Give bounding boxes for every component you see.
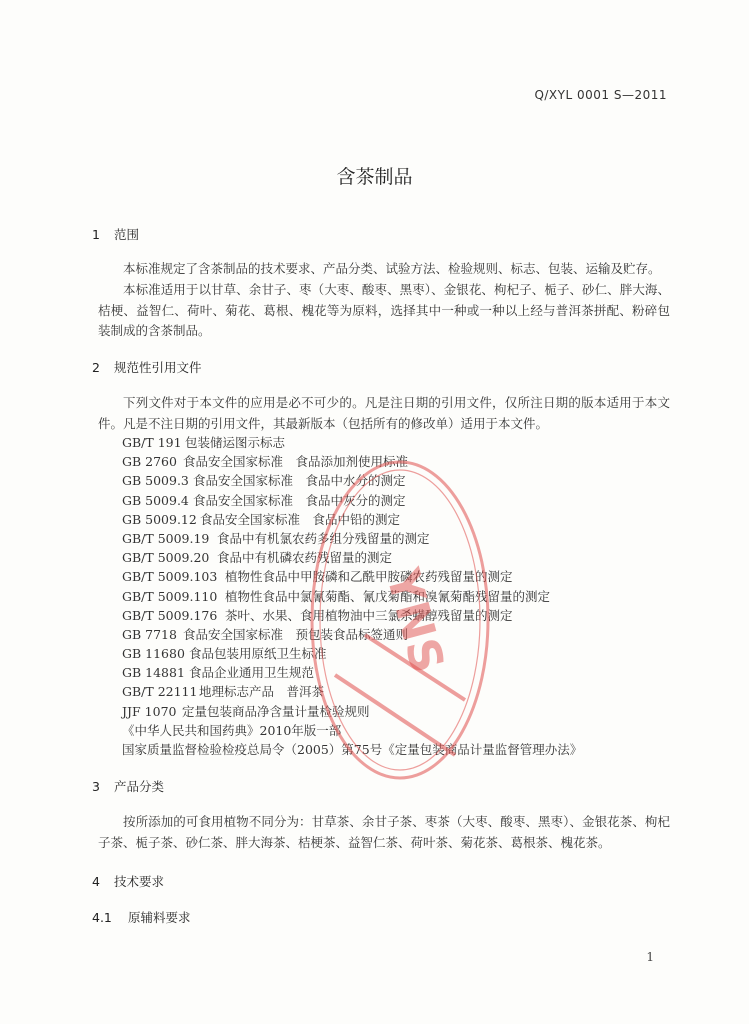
reference-title: 植物性食品中甲胺磷和乙酰甲胺磷农药残留量的测定 bbox=[225, 569, 513, 585]
section-heading-1 bbox=[92, 225, 139, 243]
reference-item bbox=[122, 567, 582, 586]
reference-item bbox=[122, 721, 582, 740]
scope-paragraph-2: 本标准适用于以甘草、余甘子、枣（大枣、酸枣、黑枣）、金银花、枸杞子、栀子、砂仁、胖大海、桔梗、益智仁、荷叶、菊花、葛根、槐花等为原料，选择其中一种或一种以上经与普洱茶拼配、粉碎包装制成的含茶制品。 bbox=[98, 282, 670, 338]
reference-item bbox=[122, 587, 582, 606]
reference-item bbox=[122, 606, 582, 625]
reference-title: 食品中有机磷农药残留量的测定 bbox=[217, 550, 393, 566]
section-title: 规范性引用文件 bbox=[114, 360, 202, 375]
section-number: 1 bbox=[92, 227, 100, 242]
references-intro-paragraph: 下列文件对于本文件的应用是必不可少的。凡是注日期的引用文件，仅所注日期的版本适用于本文件。凡是不注日期的引用文件，其最新版本（包括所有的修改单）适用于本文件。 bbox=[98, 395, 670, 431]
reference-title: 植物性食品中氯氰菊酯、氰戊菊酯和溴氰菊酯残留量的测定 bbox=[225, 588, 551, 604]
section-number: 4.1 bbox=[92, 910, 112, 925]
reference-item bbox=[122, 682, 582, 701]
reference-item bbox=[122, 510, 582, 529]
reference-title: 定量包装商品净含量计量检验规则 bbox=[182, 703, 370, 719]
reference-item bbox=[122, 663, 582, 682]
reference-code: JJF 1070 bbox=[122, 703, 177, 719]
section-heading-3 bbox=[92, 777, 164, 795]
reference-item bbox=[122, 471, 582, 490]
reference-code: GB/T 22111 bbox=[122, 684, 198, 700]
section-number: 2 bbox=[92, 360, 100, 375]
reference-item bbox=[122, 529, 582, 548]
reference-item bbox=[122, 625, 582, 644]
scope-paragraph-1: 本标准规定了含茶制品的技术要求、产品分类、试验方法、检验规则、标志、包装、运输及贮存。 bbox=[123, 261, 661, 276]
section-number: 4 bbox=[92, 874, 100, 889]
document-title: 含茶制品 bbox=[336, 166, 413, 188]
reference-code: GB/T 5009.110 bbox=[122, 588, 218, 604]
reference-code: GB 7718 bbox=[122, 626, 177, 642]
section-title: 原辅料要求 bbox=[128, 910, 191, 925]
standard-code: Q/XYL 0001 S—2011 bbox=[534, 88, 667, 102]
reference-title: 地理标志产品 普洱茶 bbox=[199, 684, 325, 700]
classification-paragraph: 按所添加的可食用植物不同分为：甘草茶、余甘子茶、枣茶（大枣、酸枣、黑枣）、金银花茶、枸杞子茶、栀子茶、砂仁茶、胖大海茶、桔梗茶、益智仁茶、荷叶茶、菊花茶、葛根茶、槐花茶。 bbox=[98, 814, 670, 850]
reference-code: GB 14881 bbox=[122, 665, 185, 681]
reference-code: GB 5009.4 bbox=[122, 492, 189, 508]
reference-title: 食品安全国家标准 食品添加剂使用标准 bbox=[183, 454, 409, 470]
reference-title: 食品包装用原纸卫生标准 bbox=[189, 646, 327, 662]
reference-code: GB/T 5009.19 bbox=[122, 530, 210, 546]
reference-title: 《中华人民共和国药典》2010年版一部 bbox=[122, 722, 342, 738]
reference-title: 食品安全国家标准 预包装食品标签通则 bbox=[183, 626, 409, 642]
reference-item bbox=[122, 548, 582, 567]
reference-code: GB 11680 bbox=[122, 646, 185, 662]
reference-title: 茶叶、水果、食用植物油中三氯杀螨醇残留量的测定 bbox=[225, 607, 513, 623]
reference-code: GB/T 191 bbox=[122, 435, 182, 450]
section-heading-4 bbox=[92, 872, 164, 890]
reference-code: GB 5009.12 bbox=[122, 511, 197, 527]
subsection-heading-4-1 bbox=[92, 908, 191, 926]
reference-code: GB/T 5009.20 bbox=[122, 550, 210, 566]
reference-title: 食品企业通用卫生规范 bbox=[189, 665, 315, 681]
section-number: 3 bbox=[92, 779, 100, 794]
reference-title: 包装储运图示标志 bbox=[185, 435, 286, 450]
reference-code: GB/T 5009.176 bbox=[122, 607, 218, 623]
reference-code: GB/T 5009.103 bbox=[122, 569, 218, 585]
section-title: 产品分类 bbox=[114, 779, 165, 794]
reference-list bbox=[122, 433, 582, 759]
section-title: 技术要求 bbox=[114, 874, 165, 889]
reference-title: 食品安全国家标准 食品中水分的测定 bbox=[193, 473, 406, 489]
reference-code: GB 5009.3 bbox=[122, 473, 189, 489]
reference-item bbox=[122, 702, 582, 721]
stamp-text: YNS bbox=[375, 563, 456, 679]
reference-item bbox=[122, 452, 582, 471]
section-heading-2 bbox=[92, 358, 202, 376]
reference-title: 国家质量监督检验检疫总局令（2005）第75号《定量包装商品计量监督管理办法》 bbox=[122, 742, 583, 757]
page-number: 1 bbox=[646, 950, 654, 964]
reference-item bbox=[122, 433, 582, 452]
reference-title: 食品安全国家标准 食品中灰分的测定 bbox=[193, 492, 406, 508]
reference-item bbox=[122, 644, 582, 663]
reference-title: 食品中有机氯农药多组分残留量的测定 bbox=[217, 530, 430, 546]
reference-title: 食品安全国家标准 食品中铅的测定 bbox=[200, 511, 401, 527]
reference-item bbox=[122, 740, 582, 759]
reference-item bbox=[122, 491, 582, 510]
reference-code: GB 2760 bbox=[122, 454, 177, 470]
section-title: 范围 bbox=[114, 227, 140, 242]
